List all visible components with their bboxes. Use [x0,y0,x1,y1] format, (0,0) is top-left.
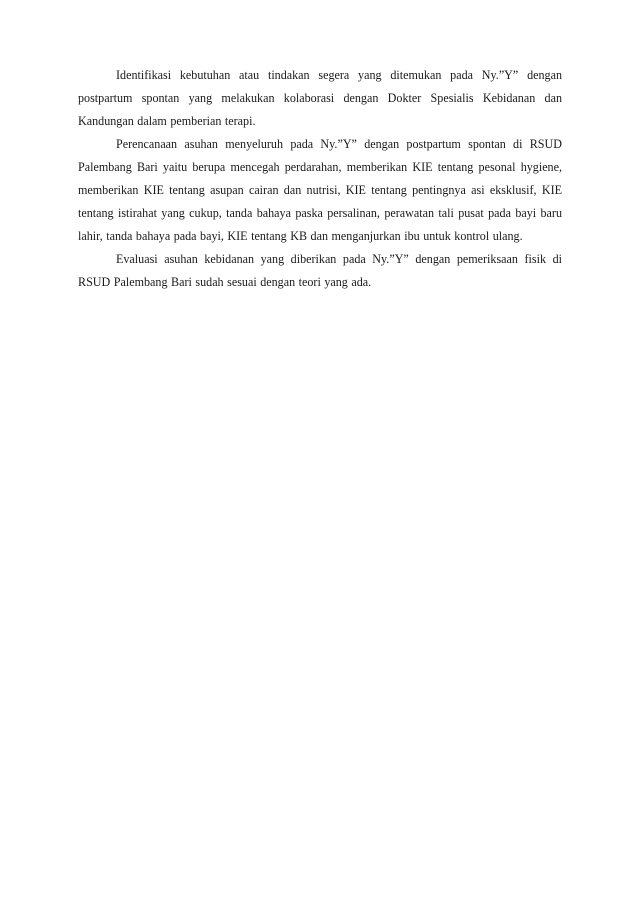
paragraph-identifikasi: Identifikasi kebutuhan atau tindakan segera yang ditemukan pada Ny.”Y” dengan postpartum spontan yang melakukan kolaborasi dengan Dokter Spesialis Kebidanan dan Kandungan dalam pemberian terapi. [78,68,562,128]
document-body [78,64,562,294]
paragraph-evaluasi: Evaluasi asuhan kebidanan yang diberikan pada Ny.”Y” dengan pemeriksaan fisik di RSUD Palembang Bari sudah sesuai dengan teori yang ada. [78,252,562,289]
paragraph-perencanaan: Perencanaan asuhan menyeluruh pada Ny.”Y” dengan postpartum spontan di RSUD Palembang Bari yaitu berupa mencegah perdarahan, memberikan KIE tentang pesonal hygiene, memberikan KIE tentang asupan cairan dan nutrisi, KIE tentang pentingnya asi eksklusif, KIE tentang istirahat yang cukup, tanda bahaya paska persalinan, perawatan tali pusat pada bayi baru lahir, tanda bahaya pada bayi, KIE tentang KB dan menganjurkan ibu untuk kontrol ulang. [78,137,562,243]
